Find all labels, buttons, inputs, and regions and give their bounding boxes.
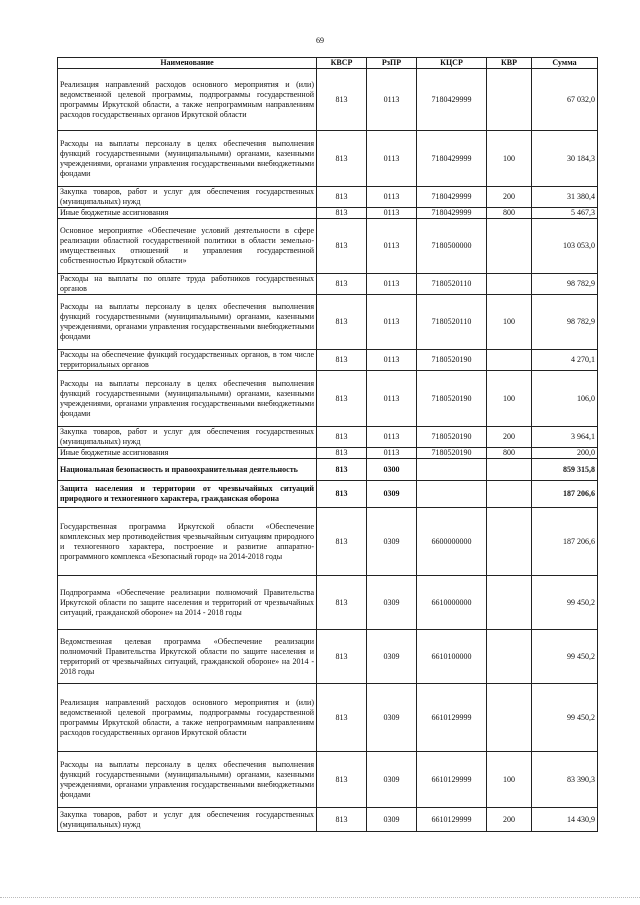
table-row <box>58 219 598 274</box>
cell-kvsr: 813 <box>317 371 367 427</box>
column-header-rzpr: РзПР <box>367 58 417 69</box>
cell-kvr <box>487 481 532 508</box>
cell-sum: 187 206,6 <box>532 508 598 576</box>
cell-kcsr: 7180429999 <box>417 187 487 208</box>
column-header-kvr: КВР <box>487 58 532 69</box>
cell-kvr <box>487 350 532 371</box>
cell-rzpr: 0300 <box>367 459 417 481</box>
table-row <box>58 481 598 508</box>
cell-kcsr: 7180500000 <box>417 219 487 274</box>
cell-sum: 14 430,9 <box>532 808 598 832</box>
cell-sum: 99 450,2 <box>532 684 598 752</box>
cell-name: Расходы на обеспечение функций государственных органов, в том числе территориальных органов <box>58 350 317 371</box>
column-header-kvsr: КВСР <box>317 58 367 69</box>
cell-rzpr: 0113 <box>367 274 417 295</box>
cell-kvr: 100 <box>487 131 532 187</box>
cell-name: Расходы на выплаты персоналу в целях обеспечения выполнения функций государственными (муниципальными) органами, казенными учреждениями, органами управления государственными внебюджетными фондами <box>58 371 317 427</box>
cell-kvr: 200 <box>487 187 532 208</box>
cell-kvsr: 813 <box>317 350 367 371</box>
cell-kvsr: 813 <box>317 576 367 630</box>
cell-sum: 4 270,1 <box>532 350 598 371</box>
table-row <box>58 350 598 371</box>
cell-kvr: 100 <box>487 371 532 427</box>
cell-sum: 98 782,9 <box>532 274 598 295</box>
cell-kvr <box>487 459 532 481</box>
cell-rzpr: 0113 <box>367 295 417 350</box>
cell-kcsr <box>417 481 487 508</box>
cell-name: Закупка товаров, работ и услуг для обеспечения государственных (муниципальных) нужд <box>58 427 317 448</box>
cell-kvr <box>487 219 532 274</box>
cell-name: Расходы на выплаты по оплате труда работников государственных органов <box>58 274 317 295</box>
cell-kcsr: 7180520190 <box>417 448 487 459</box>
cell-name: Расходы на выплаты персоналу в целях обеспечения выполнения функций государственными (муниципальными) органами, казенными учреждениями, органами управления государственными внебюджетными фондами <box>58 295 317 350</box>
cell-name: Иные бюджетные ассигнования <box>58 208 317 219</box>
cell-kvsr: 813 <box>317 427 367 448</box>
cell-kvsr: 813 <box>317 131 367 187</box>
cell-name: Закупка товаров, работ и услуг для обеспечения государственных (муниципальных) нужд <box>58 808 317 832</box>
column-header-name: Наименование <box>58 58 317 69</box>
table-row <box>58 295 598 350</box>
cell-kvsr: 813 <box>317 187 367 208</box>
cell-kvr <box>487 630 532 684</box>
table-row <box>58 752 598 808</box>
cell-name: Расходы на выплаты персоналу в целях обеспечения выполнения функций государственными (муниципальными) органами, казенными учреждениями, органами управления государственными внебюджетными фондами <box>58 131 317 187</box>
cell-rzpr: 0309 <box>367 630 417 684</box>
cell-name: Защита населения и территории от чрезвычайных ситуаций природного и техногенного характера, гражданская оборона <box>58 481 317 508</box>
cell-name: Расходы на выплаты персоналу в целях обеспечения выполнения функций государственными (муниципальными) органами, казенными учреждениями, органами управления государственными внебюджетными фондами <box>58 752 317 808</box>
cell-sum: 187 206,6 <box>532 481 598 508</box>
table-row <box>58 208 598 219</box>
cell-rzpr: 0309 <box>367 752 417 808</box>
cell-kvr: 800 <box>487 448 532 459</box>
cell-name: Реализация направлений расходов основного мероприятия и (или) ведомственной целевой программы, подпрограммы государственной программы Иркутской области, а также непрограммным направлениям расходов государственных органов Иркутской области <box>58 69 317 131</box>
cell-kcsr: 7180520190 <box>417 350 487 371</box>
cell-rzpr: 0309 <box>367 508 417 576</box>
cell-sum: 859 315,8 <box>532 459 598 481</box>
cell-kcsr: 7180520190 <box>417 427 487 448</box>
table-row <box>58 684 598 752</box>
cell-kcsr: 7180429999 <box>417 69 487 131</box>
cell-rzpr: 0309 <box>367 481 417 508</box>
cell-sum: 3 964,1 <box>532 427 598 448</box>
cell-kvsr: 813 <box>317 295 367 350</box>
cell-kvsr: 813 <box>317 459 367 481</box>
page-number: 69 <box>316 36 324 45</box>
cell-kvsr: 813 <box>317 481 367 508</box>
cell-kcsr: 7180520110 <box>417 295 487 350</box>
cell-rzpr: 0113 <box>367 131 417 187</box>
cell-sum: 106,0 <box>532 371 598 427</box>
table-row <box>58 508 598 576</box>
cell-kcsr: 6610100000 <box>417 630 487 684</box>
cell-sum: 99 450,2 <box>532 576 598 630</box>
cell-kvsr: 813 <box>317 752 367 808</box>
cell-kcsr: 6610129999 <box>417 808 487 832</box>
cell-kcsr: 7180429999 <box>417 208 487 219</box>
cell-kvsr: 813 <box>317 808 367 832</box>
cell-name: Государственная программа Иркутской области «Обеспечение комплексных мер противодействия чрезвычайным ситуациям природного и техногенного характера, построение и развитие аппаратно-программного комплекса «Безопасный город» на 2014-2018 годы <box>58 508 317 576</box>
cell-sum: 98 782,9 <box>532 295 598 350</box>
column-header-sum: Сумма <box>532 58 598 69</box>
cell-rzpr: 0113 <box>367 208 417 219</box>
cell-kcsr: 6610129999 <box>417 684 487 752</box>
cell-sum: 31 380,4 <box>532 187 598 208</box>
cell-name: Реализация направлений расходов основного мероприятия и (или) ведомственной целевой программы, подпрограммы государственной программы Иркутской области, а также непрограммным направлениям расходов государственных органов Иркутской области <box>58 684 317 752</box>
cell-rzpr: 0309 <box>367 576 417 630</box>
cell-kcsr: 6610000000 <box>417 576 487 630</box>
cell-kcsr: 7180520110 <box>417 274 487 295</box>
table-row <box>58 630 598 684</box>
cell-kcsr: 7180520190 <box>417 371 487 427</box>
cell-kvsr: 813 <box>317 684 367 752</box>
cell-kvr: 800 <box>487 208 532 219</box>
cell-sum: 83 390,3 <box>532 752 598 808</box>
table-row <box>58 187 598 208</box>
table-row <box>58 448 598 459</box>
cell-name: Закупка товаров, работ и услуг для обеспечения государственных (муниципальных) нужд <box>58 187 317 208</box>
cell-kvr <box>487 69 532 131</box>
cell-name: Иные бюджетные ассигнования <box>58 448 317 459</box>
cell-kvr <box>487 576 532 630</box>
cell-kvr <box>487 684 532 752</box>
cell-kvr <box>487 508 532 576</box>
cell-kcsr: 6600000000 <box>417 508 487 576</box>
cell-sum: 30 184,3 <box>532 131 598 187</box>
cell-rzpr: 0113 <box>367 219 417 274</box>
cell-name: Ведомственная целевая программа «Обеспечение реализации полномочий Правительства Иркутской области по защите населения и территорий от чрезвычайных ситуаций, гражданской обороне» на 2014 - 2018 годы <box>58 630 317 684</box>
cell-kvr: 200 <box>487 808 532 832</box>
table-row <box>58 69 598 131</box>
cell-rzpr: 0113 <box>367 69 417 131</box>
cell-kvr <box>487 274 532 295</box>
cell-rzpr: 0309 <box>367 684 417 752</box>
cell-rzpr: 0113 <box>367 187 417 208</box>
cell-kvsr: 813 <box>317 448 367 459</box>
cell-kcsr: 7180429999 <box>417 131 487 187</box>
cell-sum: 67 032,0 <box>532 69 598 131</box>
table-row <box>58 427 598 448</box>
cell-sum: 103 053,0 <box>532 219 598 274</box>
table-row <box>58 576 598 630</box>
cell-rzpr: 0309 <box>367 808 417 832</box>
cell-rzpr: 0113 <box>367 448 417 459</box>
cell-rzpr: 0113 <box>367 350 417 371</box>
cell-kvsr: 813 <box>317 630 367 684</box>
cell-kvr: 100 <box>487 752 532 808</box>
cell-kvsr: 813 <box>317 208 367 219</box>
table-row <box>58 131 598 187</box>
scan-edge-artifact <box>0 897 640 901</box>
cell-kvsr: 813 <box>317 219 367 274</box>
table-row <box>58 459 598 481</box>
cell-kvr: 100 <box>487 295 532 350</box>
cell-kvsr: 813 <box>317 508 367 576</box>
table-row <box>58 371 598 427</box>
table-header-row <box>58 58 598 69</box>
cell-kvr: 200 <box>487 427 532 448</box>
cell-kcsr: 6610129999 <box>417 752 487 808</box>
table-row <box>58 808 598 832</box>
cell-sum: 99 450,2 <box>532 630 598 684</box>
cell-kvsr: 813 <box>317 69 367 131</box>
cell-name: Подпрограмма «Обеспечение реализации полномочий Правительства Иркутской области по защите населения и территорий от чрезвычайных ситуаций, гражданской обороне» на 2014 - 2018 годы <box>58 576 317 630</box>
budget-table <box>57 57 598 832</box>
cell-name: Национальная безопасность и правоохранительная деятельность <box>58 459 317 481</box>
cell-sum: 200,0 <box>532 448 598 459</box>
cell-rzpr: 0113 <box>367 427 417 448</box>
cell-rzpr: 0113 <box>367 371 417 427</box>
cell-kvsr: 813 <box>317 274 367 295</box>
cell-kcsr <box>417 459 487 481</box>
cell-sum: 5 467,3 <box>532 208 598 219</box>
column-header-kcsr: КЦСР <box>417 58 487 69</box>
table-row <box>58 274 598 295</box>
cell-name: Основное мероприятие «Обеспечение условий деятельности в сфере реализации областной государственной политики в области земельно-имущественных отношений и управления государственной собственностью Иркутской области» <box>58 219 317 274</box>
